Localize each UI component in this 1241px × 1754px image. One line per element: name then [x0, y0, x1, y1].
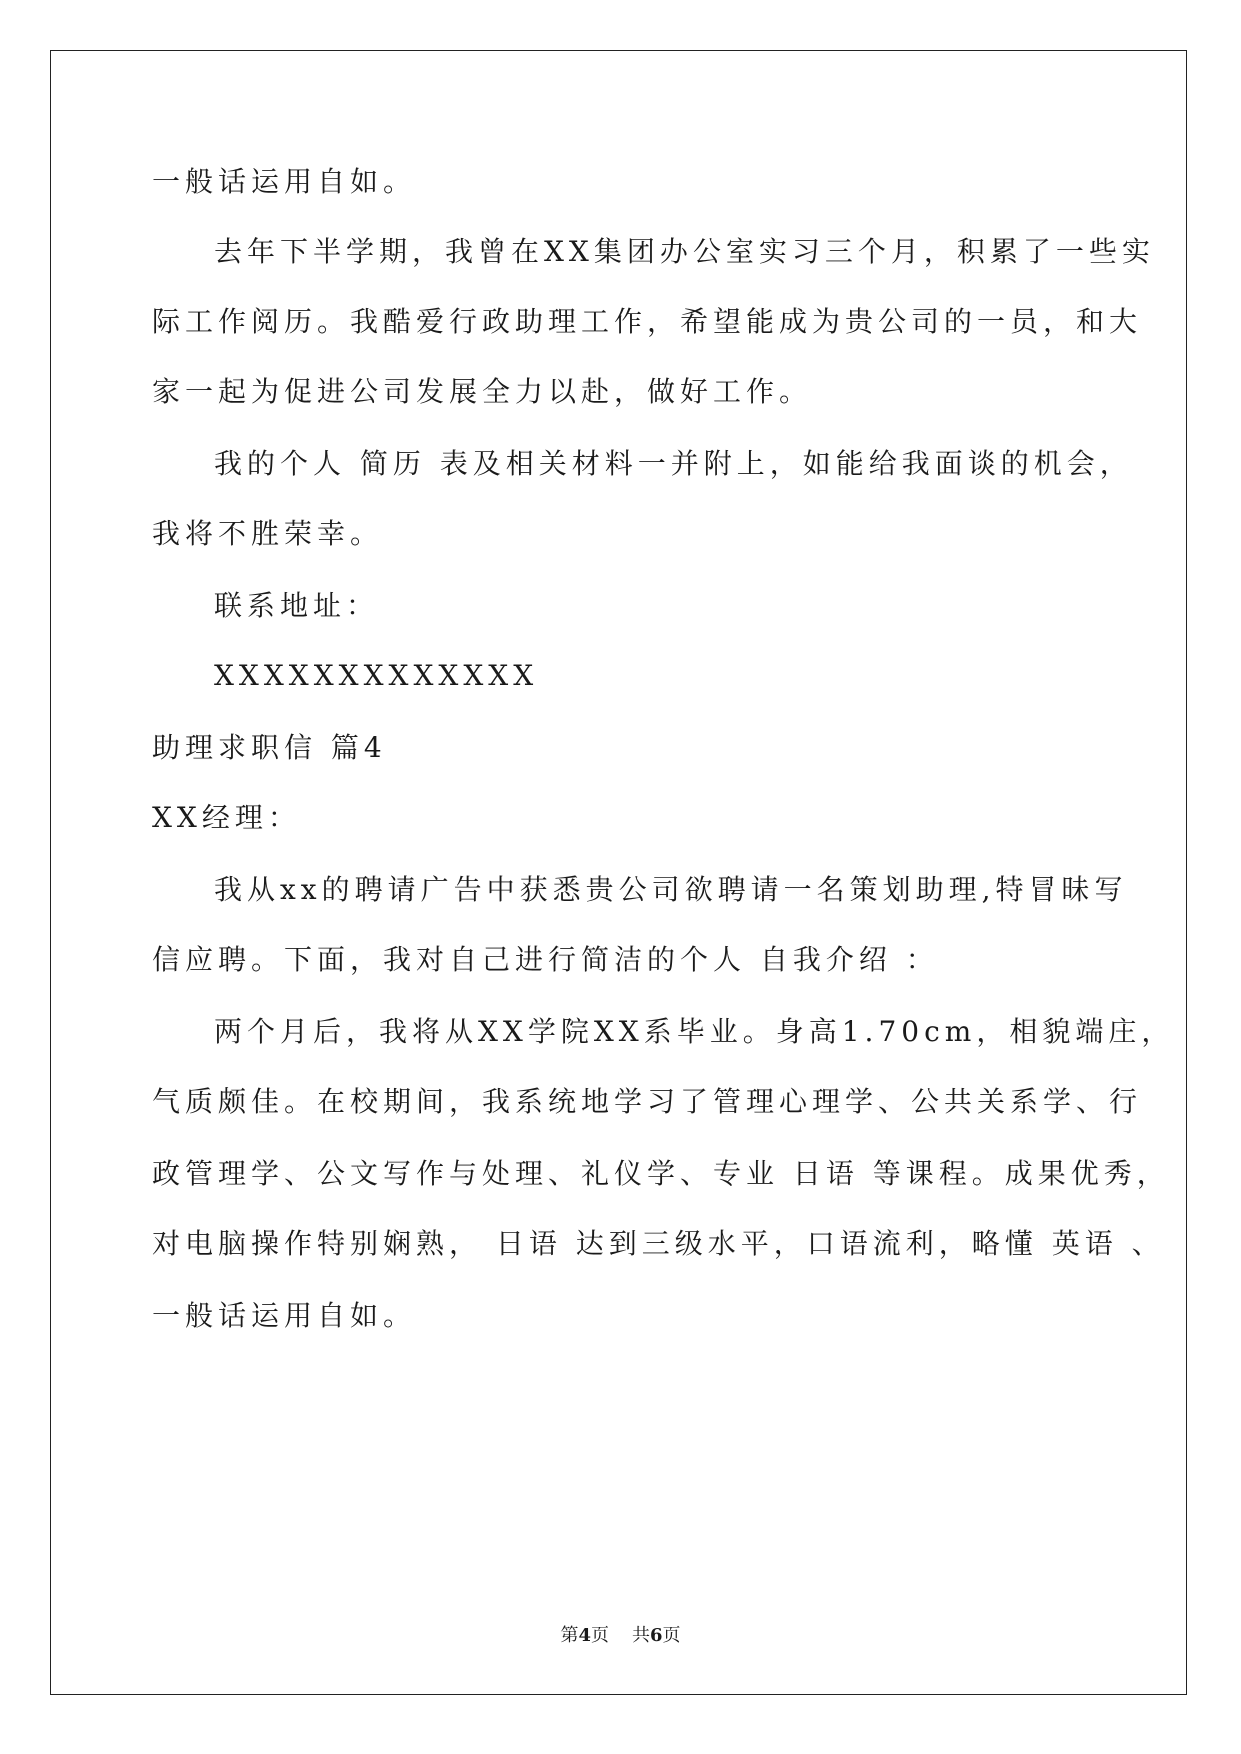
footer-total-suffix: 页 [662, 1625, 681, 1646]
text-line: XXXXXXXXXXXXX [214, 659, 539, 692]
text-line: 气质颇佳。在校期间，我系统地学习了管理心理学、公共关系学、行 [152, 1085, 1143, 1118]
footer-prefix: 第 [560, 1625, 579, 1646]
text-line: 一般话运用自如。 [152, 1299, 417, 1332]
text-line: 我将不胜荣幸。 [152, 517, 384, 550]
section-heading: 助理求职信 篇4 [152, 731, 387, 764]
text-line: 政管理学、公文写作与处理、礼仪学、专业 日语 等课程。成果优秀， [152, 1157, 1170, 1190]
total-page-number: 6 [649, 1625, 663, 1646]
text-line: 信应聘。下面，我对自己进行简洁的个人 自我介绍 ： [152, 943, 939, 976]
text-line: 家一起为促进公司发展全力以赴，做好工作。 [152, 375, 813, 408]
page-footer [0, 1621, 1241, 1647]
text-line: 联系地址： [214, 589, 380, 622]
text-line: 际工作阅历。我酷爱行政助理工作，希望能成为贵公司的一员，和大 [152, 305, 1143, 338]
current-page-number: 4 [578, 1625, 592, 1646]
text-line: 一般话运用自如。 [152, 165, 417, 198]
text-line: 去年下半学期，我曾在XX集团办公室实习三个月，积累了一些实 [214, 235, 1155, 268]
text-line: 我从xx的聘请广告中获悉贵公司欲聘请一名策划助理,特冒昧写 [214, 873, 1128, 906]
footer-page-suffix: 页 [591, 1625, 610, 1646]
text-line: 我的个人 简历 表及相关材料一并附上，如能给我面谈的机会， [214, 447, 1133, 480]
salutation: XX经理： [152, 801, 301, 834]
text-line: 两个月后，我将从XX学院XX系毕业。身高1.70cm，相貌端庄， [214, 1015, 1175, 1048]
footer-total-prefix: 共 [631, 1625, 650, 1646]
text-line: 对电脑操作特别娴熟， 日语 达到三级水平，口语流利，略懂 英语 、 [152, 1227, 1165, 1260]
